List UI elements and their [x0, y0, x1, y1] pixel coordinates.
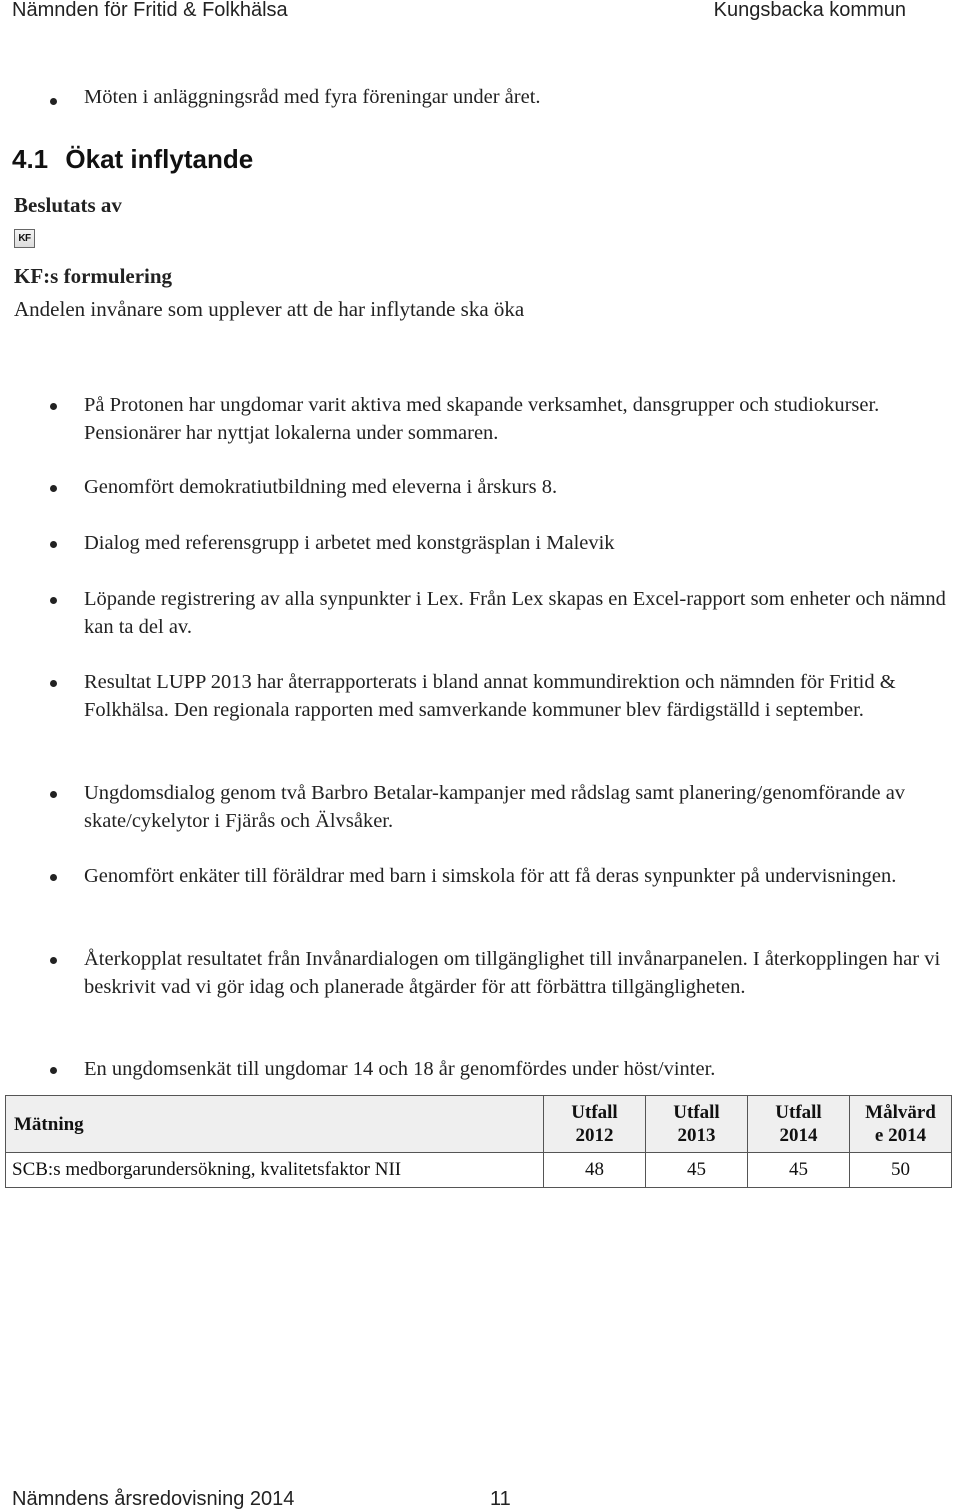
column-header-line: 2013: [677, 1125, 716, 1146]
bullet-dot-icon: [50, 791, 57, 798]
list-item-text: En ungdomsenkät till ungdomar 14 och 18 år genomfördes under höst/vinter.: [84, 1058, 716, 1080]
measurement-header: Mätning: [6, 1096, 544, 1153]
list-item-text: Återkopplat resultatet från Invånardialogen om tillgänglighet till invånarpanelen. I återkopplingen har vi beskrivit vad vi gör idag och planerade åtgärder för att förbättra tillgängligheten.: [84, 948, 941, 998]
column-header-line: Utfall: [775, 1102, 822, 1123]
footer-title: Nämndens årsredovisning 2014: [12, 1488, 295, 1510]
column-header-utfall-2012: [544, 1096, 646, 1153]
bullet-dot-icon: [50, 403, 57, 410]
column-header-line: Utfall: [673, 1102, 720, 1123]
list-item-text: Resultat LUPP 2013 har återrapporterats i bland annat kommundirektion och nämnden för Fritid & Folkhälsa. Den regionala rapporten med samverkande kommuner blev färdigställd i september.: [84, 671, 896, 721]
column-header-line: 2014: [779, 1125, 818, 1146]
kf-badge-icon: KF: [14, 229, 35, 248]
page-number: 11: [490, 1488, 511, 1510]
header-municipality: Kungsbacka kommun: [713, 0, 906, 21]
list-item-text: Ungdomsdialog genom två Barbro Betalar-kampanjer med rådslag samt planering/genomförande av skate/cykelytor i Fjärås och Älvsåker.: [84, 782, 906, 832]
bullet-dot-icon: [50, 1067, 57, 1074]
list-item-text: Dialog med referensgrupp i arbetet med konstgräsplan i Malevik: [84, 532, 615, 554]
section-title: [12, 144, 253, 174]
column-header-line: e 2014: [874, 1125, 927, 1146]
column-header-malvarde-2014: [850, 1096, 952, 1153]
cell-malvarde-2014: 50: [850, 1153, 952, 1188]
list-item-text: Möten i anläggningsråd med fyra föreningar under året.: [84, 86, 541, 108]
table-header-row: [6, 1096, 952, 1153]
list-item-text: Löpande registrering av alla synpunkter i Lex. Från Lex skapas en Excel-rapport som enheter och nämnd kan ta del av.: [84, 588, 946, 638]
row-label: SCB:s medborgarundersökning, kvalitetsfaktor NII: [6, 1153, 544, 1188]
cell-utfall-2014: 45: [748, 1153, 850, 1188]
bullet-dot-icon: [50, 98, 57, 105]
list-item-text: Genomfört demokratiutbildning med eleverna i årskurs 8.: [84, 476, 558, 498]
bullet-dot-icon: [50, 597, 57, 604]
decided-by-label: Beslutats av: [14, 193, 122, 217]
list-item-text: På Protonen har ungdomar varit aktiva med skapande verksamhet, dansgrupper och studiokurser. Pensionärer har nyttjat lokalerna under sommaren.: [84, 394, 880, 444]
page-footer: [12, 1488, 511, 1510]
bullet-dot-icon: [50, 874, 57, 881]
column-header-utfall-2014: [748, 1096, 850, 1153]
bullet-dot-icon: [50, 485, 57, 492]
formulation-text: Andelen invånare som upplever att de har inflytande ska öka: [14, 297, 525, 321]
column-header-line: 2012: [575, 1125, 614, 1146]
column-header-utfall-2013: [646, 1096, 748, 1153]
page-header: [12, 0, 906, 24]
section-title-text: Ökat inflytande: [65, 144, 254, 174]
column-header-line: Utfall: [571, 1102, 618, 1123]
bullet-dot-icon: [50, 680, 57, 687]
section-number: 4.1: [12, 144, 49, 174]
column-header-line: Målvärd: [865, 1102, 936, 1123]
table-row: [6, 1153, 952, 1188]
bullet-dot-icon: [50, 957, 57, 964]
formulation-heading: KF:s formulering: [14, 264, 173, 288]
list-item-text: Genomfört enkäter till föräldrar med barn i simskola för att få deras synpunkter på undervisningen.: [84, 865, 897, 887]
cell-utfall-2012: 48: [544, 1153, 646, 1188]
bullet-dot-icon: [50, 541, 57, 548]
header-organization: Nämnden för Fritid & Folkhälsa: [12, 0, 288, 21]
cell-utfall-2013: 45: [646, 1153, 748, 1188]
measurement-table: [5, 1095, 952, 1188]
